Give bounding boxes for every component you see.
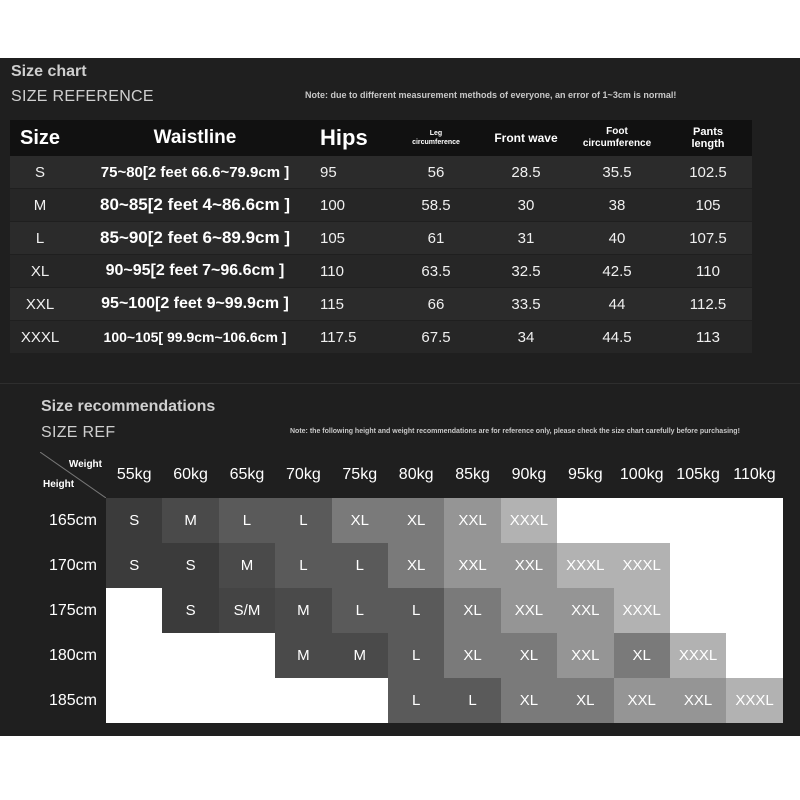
- size-table: [10, 120, 752, 354]
- size-rec-cell: XL: [501, 633, 557, 678]
- weight-header: 55kg: [106, 452, 162, 498]
- cell-leg-circumference: 67.5: [421, 328, 451, 346]
- size-rec-cell: S: [162, 588, 218, 633]
- weight-header: 85kg: [444, 452, 500, 498]
- size-rec-cell: XL: [332, 498, 388, 543]
- weight-header: 95kg: [557, 452, 613, 498]
- size-rec-cell: [219, 678, 275, 723]
- size-rec-cell: L: [219, 498, 275, 543]
- header-pants-line2: length: [691, 138, 725, 150]
- size-rec-cell: S/M: [219, 588, 275, 633]
- size-rec-cell: XL: [557, 678, 613, 723]
- weight-header: 80kg: [388, 452, 444, 498]
- height-header: 170cm: [40, 543, 106, 588]
- size-rec-cell: [614, 498, 670, 543]
- cell-pants-length: 113: [696, 328, 720, 346]
- weight-header: 65kg: [219, 452, 275, 498]
- cell-leg-circumference: 63.5: [421, 262, 451, 280]
- size-recommendation-grid: [40, 452, 783, 724]
- weight-header: 70kg: [275, 452, 331, 498]
- header-front-wave: Front wave: [494, 131, 558, 145]
- cell-waistline: 95~100[2 feet 9~99.9cm ]: [101, 295, 289, 312]
- header-leg-line2: circumference: [412, 139, 460, 146]
- size-rec-cell: XXL: [444, 498, 500, 543]
- size-rec-cell: XL: [388, 543, 444, 588]
- header-foot-line1: Foot: [606, 126, 628, 137]
- size-rec-cell: [670, 588, 726, 633]
- size-rec-cell: M: [332, 633, 388, 678]
- weight-header: 60kg: [162, 452, 218, 498]
- cell-waistline: 80~85[2 feet 4~86.6cm ]: [100, 195, 290, 214]
- size-rec-cell: XXXL: [726, 678, 782, 723]
- grid-corner: [40, 452, 106, 498]
- size-row: [10, 321, 752, 354]
- size-rec-cell: L: [388, 678, 444, 723]
- size-rec-cell: S: [106, 543, 162, 588]
- weight-header: 90kg: [501, 452, 557, 498]
- cell-pants-length: 110: [696, 262, 720, 280]
- size-rec-cell: XXXL: [501, 498, 557, 543]
- weight-header: 110kg: [726, 452, 782, 498]
- size-rec-cell: [557, 498, 613, 543]
- cell-pants-length: 105: [695, 196, 721, 214]
- size-chart-note: Note: due to different measurement methods of everyone, an error of 1~3cm is normal!: [305, 90, 677, 100]
- cell-front-wave: 33.5: [511, 295, 541, 313]
- weight-header: 75kg: [332, 452, 388, 498]
- cell-foot-circumference: 38: [608, 196, 626, 214]
- header-foot-circumference: [570, 126, 664, 150]
- size-chart-title: Size chart: [11, 63, 87, 80]
- size-rec-cell: XXXL: [557, 543, 613, 588]
- cell-pants-length: 112.5: [689, 295, 727, 313]
- size-rec-cell: XXL: [444, 543, 500, 588]
- cell-foot-circumference: 35.5: [602, 163, 632, 181]
- size-rec-note: Note: the following height and weight recommendations are for reference only, please check the size chart carefully before purchasing!: [290, 428, 740, 435]
- size-rec-cell: L: [444, 678, 500, 723]
- size-rec-cell: L: [332, 588, 388, 633]
- cell-pants-length: 102.5: [689, 163, 727, 181]
- weight-header: 100kg: [614, 452, 670, 498]
- cell-hips: 110: [320, 262, 344, 280]
- cell-foot-circumference: 44.5: [602, 328, 632, 346]
- cell-front-wave: 30: [517, 196, 535, 214]
- cell-waistline: 100~105[ 99.9cm~106.6cm ]: [103, 329, 287, 345]
- header-pants-line1: Pants: [693, 126, 723, 138]
- size-rec-cell: L: [275, 543, 331, 588]
- size-rec-cell: XL: [444, 633, 500, 678]
- cell-hips: 100: [320, 196, 346, 214]
- size-rec-cell: XXXL: [614, 588, 670, 633]
- size-rec-cell: [726, 498, 782, 543]
- cell-leg-circumference: 58.5: [421, 196, 451, 214]
- size-rec-cell: S: [106, 498, 162, 543]
- size-row: [10, 255, 752, 288]
- cell-leg-circumference: 56: [427, 163, 445, 181]
- size-rec-cell: [275, 678, 331, 723]
- size-rec-cell: L: [275, 498, 331, 543]
- size-rec-cell: XXL: [501, 543, 557, 588]
- size-rec-cell: L: [332, 543, 388, 588]
- size-rec-cell: [726, 633, 782, 678]
- size-rec-cell: XXXL: [614, 543, 670, 588]
- cell-hips: 105: [320, 229, 346, 247]
- size-rec-cell: M: [162, 498, 218, 543]
- cell-foot-circumference: 40: [608, 229, 626, 247]
- cell-waistline: 90~95[2 feet 7~96.6cm ]: [105, 262, 285, 279]
- size-row: [10, 156, 752, 189]
- height-header: 185cm: [40, 678, 106, 723]
- size-rec-cell: [162, 633, 218, 678]
- cell-hips: 115: [320, 295, 344, 313]
- header-foot-line2: circumference: [582, 138, 652, 149]
- size-rec-cell: [106, 588, 162, 633]
- size-rec-cell: XXXL: [670, 633, 726, 678]
- cell-front-wave: 28.5: [511, 163, 541, 181]
- cell-front-wave: 32.5: [511, 262, 541, 280]
- size-table-header: [10, 120, 752, 156]
- cell-size: XL: [30, 262, 50, 280]
- height-header: 175cm: [40, 588, 106, 633]
- size-rec-cell: XXL: [557, 633, 613, 678]
- size-rec-cell: L: [388, 588, 444, 633]
- cell-size: L: [35, 229, 45, 247]
- cell-leg-circumference: 61: [427, 229, 445, 247]
- size-rec-cell: [726, 543, 782, 588]
- weight-axis-label: Weight: [68, 459, 102, 470]
- size-rec-cell: XL: [388, 498, 444, 543]
- size-table-body: [10, 156, 752, 354]
- header-pants-length: [664, 126, 752, 150]
- size-row: [10, 222, 752, 255]
- size-rec-cell: XL: [444, 588, 500, 633]
- cell-waistline: 75~80[2 feet 66.6~79.9cm ]: [100, 163, 290, 181]
- size-chart-panel: [0, 58, 800, 383]
- size-rec-cell: XL: [501, 678, 557, 723]
- cell-size: XXXL: [20, 328, 60, 346]
- cell-leg-circumference: 66: [427, 295, 445, 313]
- size-chart-subtitle: SIZE REFERENCE: [11, 88, 154, 105]
- height-axis-label: Height: [43, 479, 75, 490]
- header-leg-circumference: [390, 129, 482, 147]
- size-rec-cell: M: [219, 543, 275, 588]
- size-rec-title: Size recommendations: [41, 398, 216, 415]
- weight-header: 105kg: [670, 452, 726, 498]
- header-hips: Hips: [320, 125, 368, 150]
- height-header: 165cm: [40, 498, 106, 543]
- header-waistline: Waistline: [153, 127, 237, 148]
- cell-hips: 117.5: [320, 328, 357, 346]
- size-rec-cell: S: [162, 543, 218, 588]
- size-rec-cell: L: [388, 633, 444, 678]
- size-rec-cell: XXL: [614, 678, 670, 723]
- size-rec-cell: [726, 588, 782, 633]
- size-rec-cell: [106, 633, 162, 678]
- cell-size: S: [34, 163, 45, 181]
- size-row: [10, 288, 752, 321]
- cell-front-wave: 34: [517, 328, 535, 346]
- cell-waistline: 85~90[2 feet 6~89.9cm ]: [100, 228, 290, 247]
- size-rec-cell: [670, 498, 726, 543]
- size-rec-cell: XXL: [501, 588, 557, 633]
- cell-pants-length: 107.5: [689, 229, 727, 247]
- header-size: Size: [19, 126, 61, 149]
- cell-size: XXL: [25, 295, 55, 313]
- size-rec-cell: [219, 633, 275, 678]
- size-rec-cell: XXL: [557, 588, 613, 633]
- cell-size: M: [33, 196, 47, 214]
- height-header: 180cm: [40, 633, 106, 678]
- size-rec-cell: [670, 543, 726, 588]
- header-leg-line1: Leg: [429, 130, 443, 137]
- size-rec-cell: [332, 678, 388, 723]
- cell-hips: 95: [320, 163, 337, 181]
- size-rec-cell: M: [275, 633, 331, 678]
- size-rec-subtitle: SIZE REF: [41, 424, 116, 441]
- size-row: [10, 189, 752, 222]
- size-rec-cell: M: [275, 588, 331, 633]
- cell-foot-circumference: 42.5: [602, 262, 632, 280]
- size-rec-cell: XXL: [670, 678, 726, 723]
- size-rec-cell: [162, 678, 218, 723]
- cell-front-wave: 31: [517, 229, 535, 247]
- cell-foot-circumference: 44: [608, 295, 626, 313]
- size-rec-cell: XL: [614, 633, 670, 678]
- size-rec-cell: [106, 678, 162, 723]
